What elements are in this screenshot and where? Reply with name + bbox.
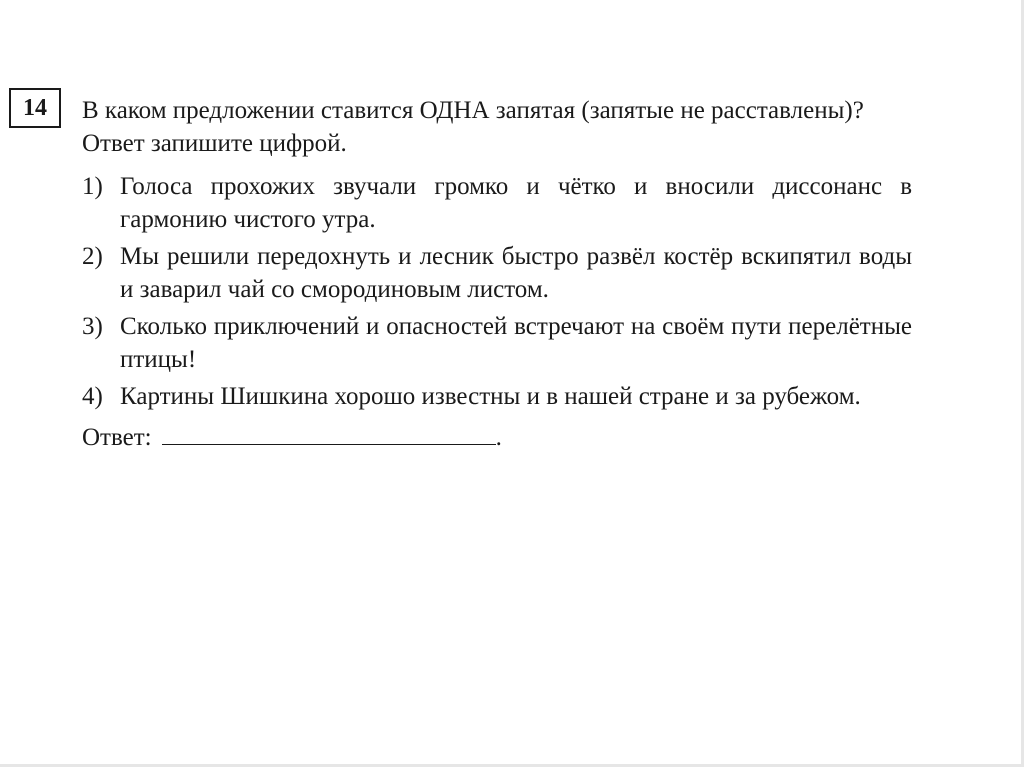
option-2 bbox=[82, 240, 912, 306]
answer-row bbox=[82, 418, 502, 454]
options-list bbox=[82, 170, 912, 417]
option-text: Голоса прохожих звучали громко и чётко и вносили диссонанс в гармонию чистого утра. bbox=[120, 173, 912, 233]
option-1 bbox=[82, 170, 912, 236]
task-number-box bbox=[9, 88, 61, 128]
option-text: Сколько приключений и опасностей встречают на своём пути перелётные птицы! bbox=[120, 313, 912, 373]
option-4 bbox=[82, 380, 912, 413]
option-number: 2) bbox=[82, 243, 103, 270]
task-number: 14 bbox=[23, 94, 47, 121]
answer-blank-line[interactable] bbox=[162, 418, 496, 445]
answer-period: . bbox=[495, 424, 502, 451]
question-text bbox=[82, 94, 922, 160]
option-text: Картины Шишкина хорошо известны и в нашей стране и за рубежом. bbox=[120, 383, 861, 410]
option-number: 3) bbox=[82, 313, 103, 340]
answer-label: Ответ: bbox=[82, 424, 152, 451]
option-number: 1) bbox=[82, 173, 103, 200]
question-line-2: Ответ запишите цифрой. bbox=[82, 130, 347, 157]
question-line-1: В каком предложении ставится ОДНА запятая (запятые не расставлены)? bbox=[82, 97, 864, 124]
option-text: Мы решили передохнуть и лесник быстро развёл костёр вскипятил воды и заварил чай со смородиновым листом. bbox=[120, 243, 912, 303]
option-3 bbox=[82, 310, 912, 376]
option-number: 4) bbox=[82, 383, 103, 410]
